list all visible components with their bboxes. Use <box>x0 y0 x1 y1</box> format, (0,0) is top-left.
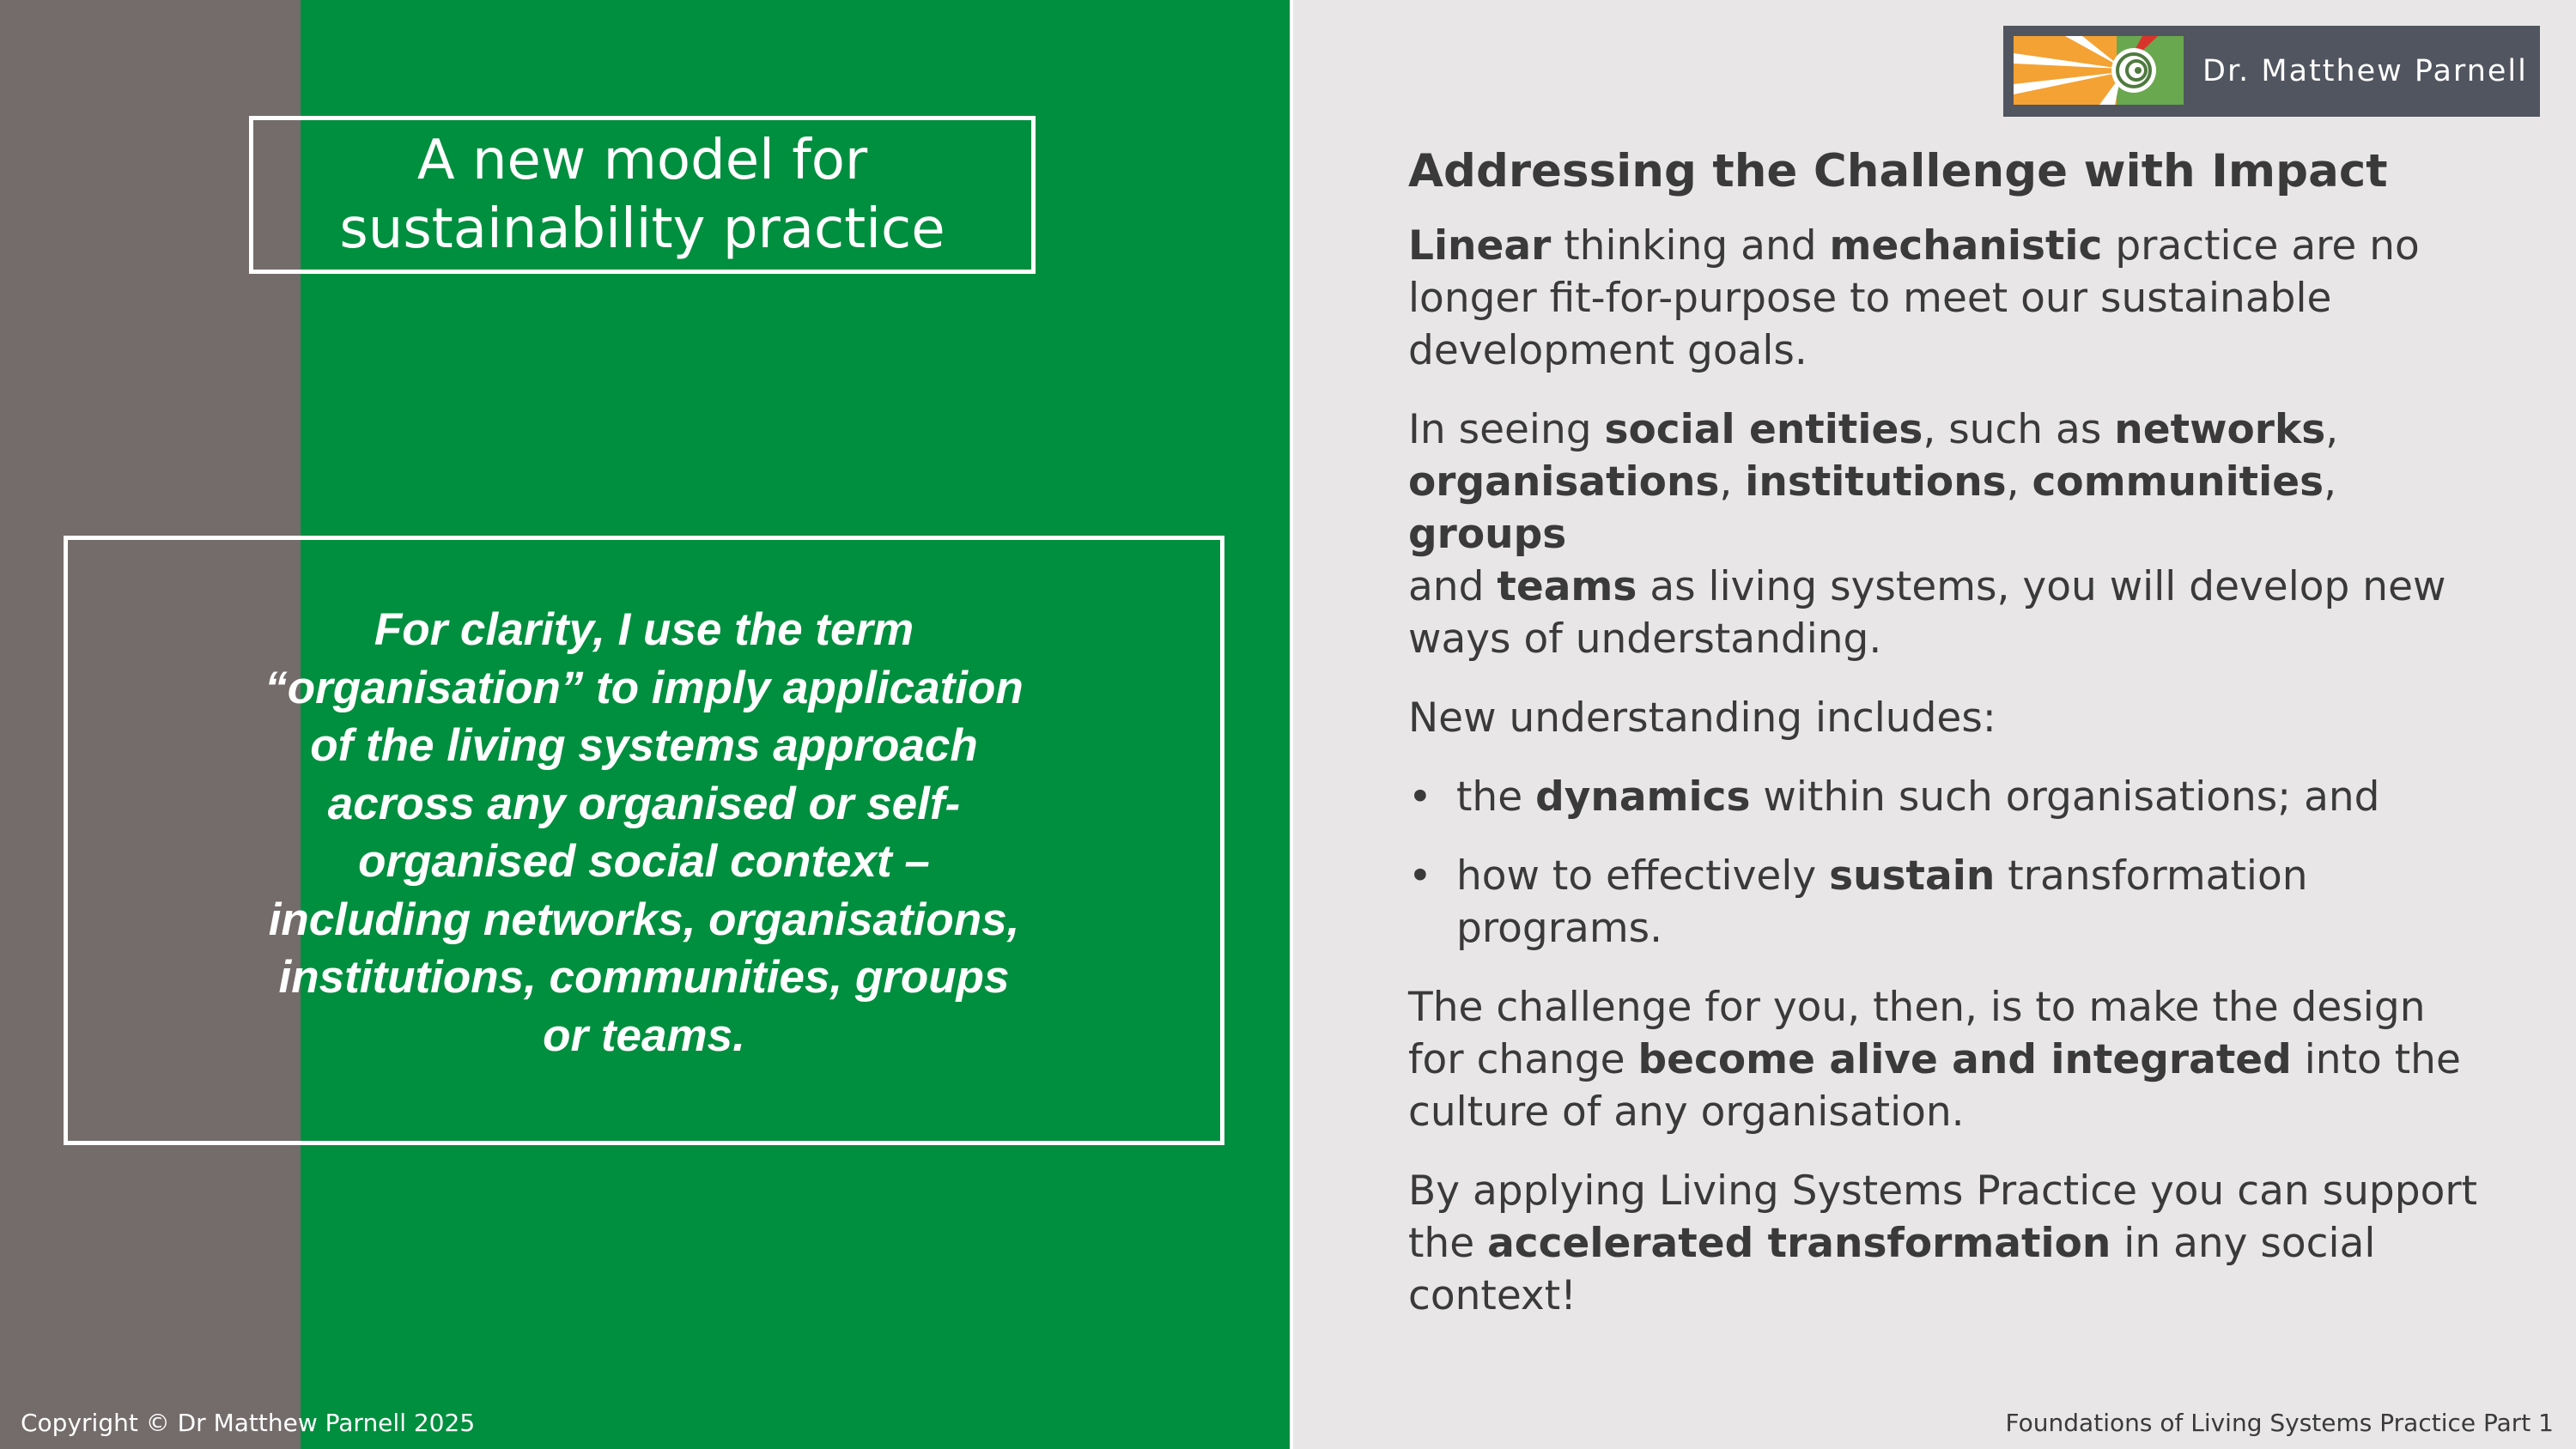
text-line <box>1408 1217 2490 1270</box>
paragraph-social-entities <box>1408 403 2490 665</box>
text-line <box>1408 1270 2490 1322</box>
clarity-line: “organisation” to imply application <box>264 662 1024 713</box>
emphasis-text: accelerated transformation <box>1487 1220 2111 1267</box>
body-text: By applying Living Systems Practice you can support <box>1408 1167 2478 1215</box>
paragraph-living-systems <box>1408 1165 2490 1322</box>
body-text: transformation <box>1995 852 2308 900</box>
body-text: the <box>1408 1220 1488 1267</box>
content-column <box>1408 137 2490 1349</box>
bullet-dot: • <box>1408 852 1432 900</box>
body-text: as living systems, you will develop new <box>1637 563 2446 610</box>
body-text: , <box>2324 458 2337 506</box>
body-text: the <box>1456 773 1536 821</box>
text-line <box>1456 850 2490 902</box>
body-text: , <box>1719 458 1746 506</box>
emphasis-text: mechanistic <box>1829 222 2103 270</box>
emphasis-text: organisations <box>1408 458 1720 506</box>
text-line <box>1408 324 2490 377</box>
text-line <box>1456 902 2490 955</box>
emphasis-text: dynamics <box>1535 773 1751 821</box>
text-line <box>1408 403 2490 456</box>
emphasis-text: social entities <box>1604 406 1923 453</box>
bullet-dynamics-text <box>1456 771 2490 823</box>
clarity-note-text <box>189 601 1099 1064</box>
bullet-sustain-text <box>1456 850 2490 955</box>
body-text: practice are no <box>2102 222 2420 270</box>
author-logo <box>2003 26 2540 117</box>
clarity-line: including networks, organisations, <box>268 894 1020 945</box>
body-text: ways of understanding. <box>1408 615 1882 663</box>
body-text: , <box>2006 458 2032 506</box>
slide-title-box <box>249 116 1036 274</box>
clarity-line: organised social context – <box>358 836 930 887</box>
clarity-line: across any organised or self- <box>327 778 961 829</box>
clarity-line: institutions, communities, groups <box>278 952 1010 1003</box>
paragraph-new-understanding <box>1408 692 2490 744</box>
body-text: , such as <box>1923 406 2115 453</box>
body-text: context! <box>1408 1272 1577 1319</box>
body-text: thinking and <box>1551 222 1830 270</box>
text-line <box>1408 692 2490 744</box>
body-text: how to effectively <box>1456 852 1830 900</box>
emphasis-text: groups <box>1408 511 1567 558</box>
slide-title-line-2: sustainability practice <box>339 197 945 261</box>
body-text: into the <box>2291 1036 2461 1083</box>
copyright-footer: Copyright © Dr Matthew Parnell 2025 <box>21 1409 476 1437</box>
body-text: , <box>2325 406 2339 453</box>
text-line <box>1408 981 2490 1034</box>
text-line <box>1408 613 2490 665</box>
text-line <box>1408 272 2490 324</box>
text-line <box>1408 561 2490 613</box>
text-line <box>1408 1086 2490 1138</box>
bullet-dot: • <box>1408 773 1432 821</box>
text-line <box>1456 771 2490 823</box>
body-text: New understanding includes: <box>1408 694 1996 742</box>
emphasis-text: institutions <box>1745 458 2007 506</box>
clarity-line: For clarity, I use the term <box>374 604 914 655</box>
clarity-line: or teams. <box>543 1009 745 1061</box>
body-text: for change <box>1408 1036 1638 1083</box>
body-text: culture of any organisation. <box>1408 1088 1965 1136</box>
emphasis-text: teams <box>1497 563 1637 610</box>
emphasis-text: sustain <box>1829 852 1996 900</box>
body-text: and <box>1408 563 1498 610</box>
body-text: programs. <box>1456 905 1663 952</box>
text-line <box>1408 1165 2490 1217</box>
clarity-line: of the living systems approach <box>310 720 978 771</box>
text-line <box>1408 456 2490 561</box>
paragraph-linear-thinking <box>1408 220 2490 377</box>
body-text: within such organisations; and <box>1750 773 2380 821</box>
text-line <box>1408 220 2490 272</box>
course-footer: Foundations of Living Systems Practice Part 1 <box>2005 1409 2554 1437</box>
body-text: In seeing <box>1408 406 1605 453</box>
logo-name: Dr. Matthew Parnell <box>2202 54 2528 88</box>
emphasis-text: become alive and integrated <box>1637 1036 2292 1083</box>
bullet-dynamics <box>1408 771 2490 823</box>
text-line <box>1408 1034 2490 1086</box>
paragraph-challenge <box>1408 981 2490 1138</box>
emphasis-text: communities <box>2032 458 2324 506</box>
body-text: The challenge for you, then, is to make the design <box>1408 984 2426 1031</box>
emphasis-text: networks <box>2114 406 2326 453</box>
section-heading: Addressing the Challenge with Impact <box>1408 145 2388 197</box>
body-text: development goals. <box>1408 327 1807 374</box>
sun-spiral-logo-icon <box>2014 36 2184 105</box>
body-text: longer fit-for-purpose to meet our sustainable <box>1408 275 2332 322</box>
slide-title-line-1: A new model for <box>416 129 868 192</box>
bullet-sustain <box>1408 850 2490 955</box>
emphasis-text: Linear <box>1408 222 1552 270</box>
body-text: in any social <box>2111 1220 2376 1267</box>
